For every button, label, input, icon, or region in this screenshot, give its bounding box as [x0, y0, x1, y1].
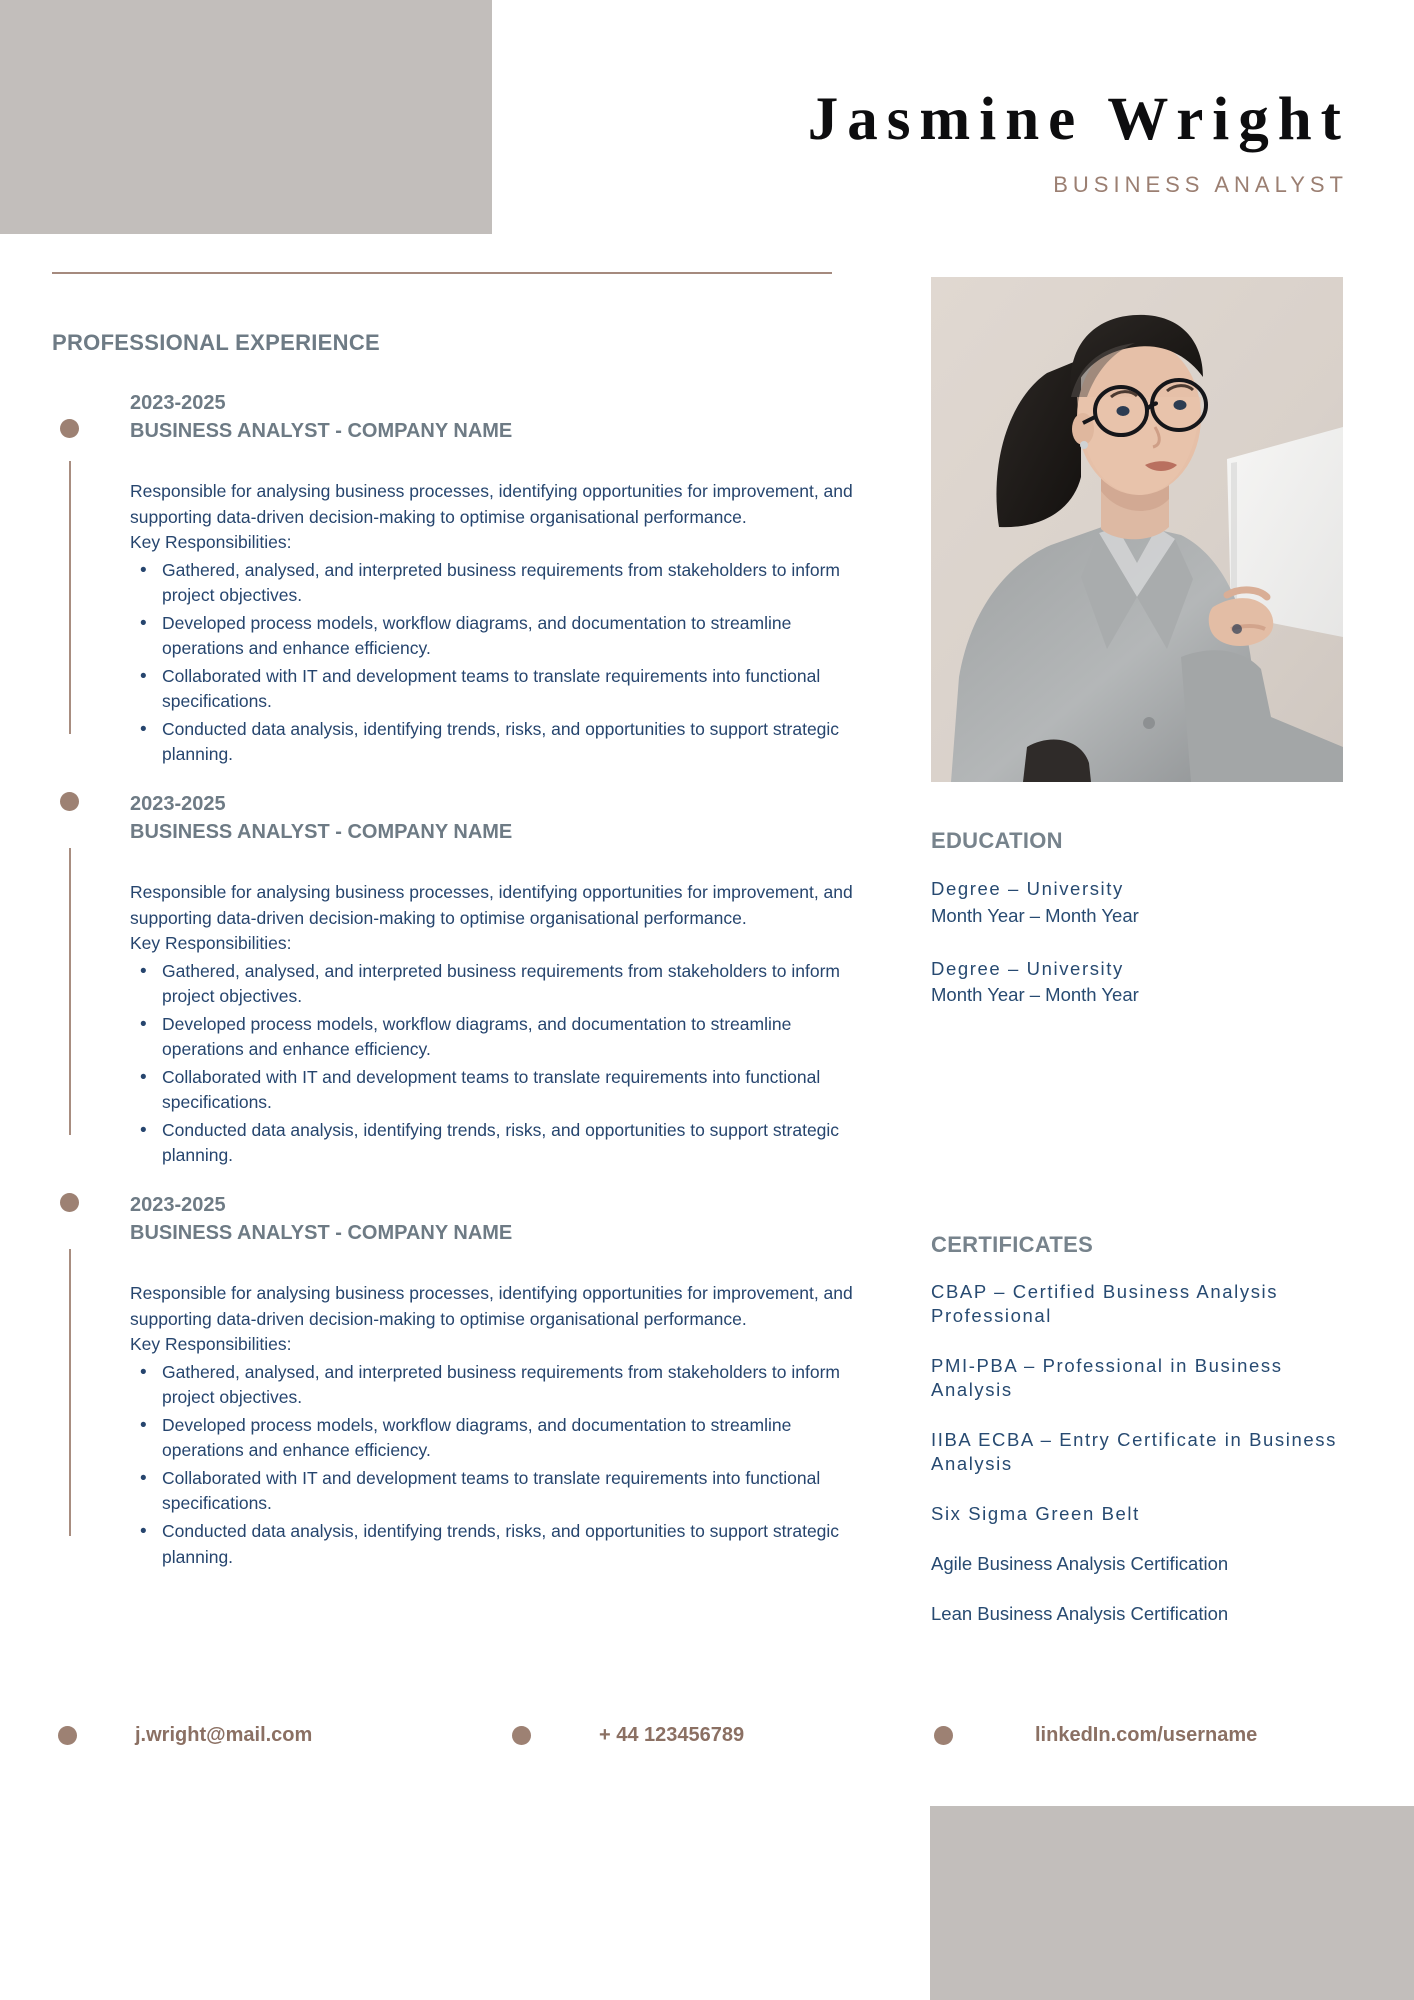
experience-key-responsibilities-label: Key Responsibilities:	[130, 933, 292, 954]
certificate-item: Lean Business Analysis Certification	[931, 1603, 1229, 1625]
education-degree: Degree – University	[931, 878, 1124, 899]
experience-bullet: • Gathered, analysed, and interpreted business requirements from stakeholders to inform project objectives.	[130, 1360, 862, 1411]
experience-bullet: • Conducted data analysis, identifying trends, risks, and opportunities to support strategic planning.	[130, 1118, 862, 1169]
certificate-item: Six Sigma Green Belt	[931, 1503, 1140, 1525]
certificate-item: PMI-PBA – Professional in Business Analysis	[931, 1355, 1283, 1401]
timeline-marker	[52, 389, 130, 768]
candidate-photo	[931, 277, 1343, 782]
contact-item[interactable]	[512, 1724, 744, 1747]
email-icon	[58, 1726, 77, 1745]
certificates-list	[931, 1280, 1361, 1626]
experience-summary: Responsible for analysing business processes, identifying opportunities for improvement, and supporting data-driven decision-making to optimise organisational performance.	[130, 882, 853, 928]
experience-bullet: • Developed process models, workflow diagrams, and documentation to streamline operations and enhance efficiency.	[130, 1012, 862, 1063]
experience-summary: Responsible for analysing business processes, identifying opportunities for improvement, and supporting data-driven decision-making to optimise organisational performance.	[130, 481, 853, 527]
phone-icon	[512, 1726, 531, 1745]
candidate-name: Jasmine Wright	[807, 86, 1350, 153]
experience-role: BUSINESS ANALYST - COMPANY NAME	[130, 821, 513, 844]
education-item	[931, 876, 1343, 930]
experience-key-responsibilities-label: Key Responsibilities:	[130, 532, 292, 553]
timeline-line	[69, 848, 71, 1135]
header-divider	[52, 272, 832, 274]
timeline-dot-icon	[60, 792, 79, 811]
timeline-line	[69, 461, 71, 734]
experience-dates: 2023-2025	[130, 392, 226, 414]
experience-bullet: • Conducted data analysis, identifying trends, risks, and opportunities to support strategic planning.	[130, 1519, 862, 1570]
experience-role: BUSINESS ANALYST - COMPANY NAME	[130, 1222, 513, 1245]
education-list	[931, 876, 1343, 1009]
resume-header	[560, 88, 1350, 198]
experience-entry	[52, 1191, 862, 1570]
experience-bullet: • Collaborated with IT and development teams to translate requirements into functional specifications.	[130, 1466, 862, 1517]
contact-item[interactable]	[58, 1724, 312, 1747]
experience-summary: Responsible for analysing business processes, identifying opportunities for improvement, and supporting data-driven decision-making to optimise organisational performance.	[130, 1283, 853, 1329]
contact-value[interactable]: linkedIn.com/username	[1035, 1724, 1258, 1746]
certificate-item: IIBA ECBA – Entry Certificate in Business Analysis	[931, 1429, 1337, 1475]
timeline-marker	[52, 1191, 130, 1570]
timeline-dot-icon	[60, 1193, 79, 1212]
timeline-dot-icon	[60, 419, 79, 438]
timeline-marker	[52, 790, 130, 1169]
contact-footer	[52, 1724, 1362, 1764]
experience-dates: 2023-2025	[130, 1194, 226, 1217]
section-title-experience: PROFESSIONAL EXPERIENCE	[52, 330, 381, 355]
experience-bullet: • Collaborated with IT and development teams to translate requirements into functional specifications.	[130, 664, 862, 715]
experience-bullet: • Developed process models, workflow diagrams, and documentation to streamline operations and enhance efficiency.	[130, 1413, 862, 1464]
experience-bullet-list	[130, 959, 862, 1169]
education-section	[931, 828, 1343, 1035]
experience-bullet: • Conducted data analysis, identifying trends, risks, and opportunities to support strategic planning.	[130, 717, 862, 768]
contact-value[interactable]: j.wright@mail.com	[135, 1724, 313, 1746]
experience-bullet: • Gathered, analysed, and interpreted business requirements from stakeholders to inform project objectives.	[130, 558, 862, 609]
experience-entry	[52, 790, 862, 1169]
experience-role: BUSINESS ANALYST - COMPANY NAME	[130, 420, 513, 442]
experience-bullet: • Collaborated with IT and development teams to translate requirements into functional specifications.	[130, 1065, 862, 1116]
decorative-block-bottom-right	[930, 1806, 1414, 2000]
candidate-job-title: BUSINESS ANALYST	[1053, 172, 1348, 198]
experience-key-responsibilities-label: Key Responsibilities:	[130, 1334, 292, 1355]
education-dates: Month Year – Month Year	[931, 904, 1139, 926]
timeline-line	[69, 1249, 71, 1536]
education-item	[931, 956, 1343, 1010]
decorative-block-top-left	[0, 0, 492, 234]
experience-list	[52, 389, 862, 1570]
experience-bullet: • Gathered, analysed, and interpreted business requirements from stakeholders to inform project objectives.	[130, 959, 862, 1010]
contact-value[interactable]: + 44 123456789	[599, 1724, 745, 1746]
education-dates: Month Year – Month Year	[931, 984, 1139, 1006]
experience-bullet-list	[130, 1360, 862, 1570]
contact-item[interactable]	[934, 1724, 1257, 1747]
section-title-education: EDUCATION	[931, 828, 1063, 853]
certificate-item: Agile Business Analysis Certification	[931, 1553, 1229, 1575]
experience-bullet-list	[130, 558, 862, 768]
education-degree: Degree – University	[931, 957, 1124, 979]
certificate-item: CBAP – Certified Business Analysis Professional	[931, 1281, 1279, 1327]
linkedin-icon	[934, 1726, 953, 1745]
experience-dates: 2023-2025	[130, 793, 226, 816]
experience-entry	[52, 389, 862, 768]
experience-column	[52, 330, 862, 1592]
certificates-section	[931, 1232, 1361, 1652]
section-title-certificates: CERTIFICATES	[931, 1232, 1094, 1257]
experience-bullet: • Developed process models, workflow diagrams, and documentation to streamline operations and enhance efficiency.	[130, 611, 862, 662]
